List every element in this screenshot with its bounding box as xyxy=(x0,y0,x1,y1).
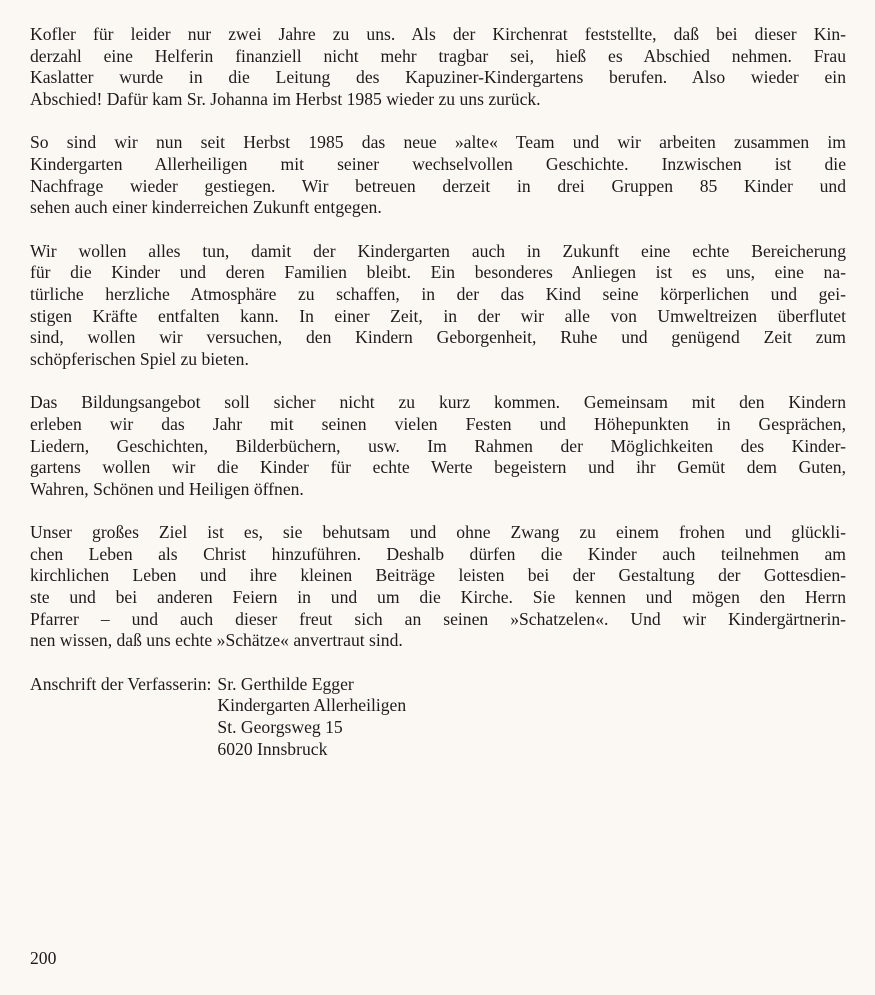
text-line: chen Leben als Christ hinzuführen. Deshalb dürfen die Kinder auch teilnehmen am xyxy=(30,543,846,564)
text-line: Wir wollen alles tun, damit der Kindergarten auch in Zukunft eine echte Bereicherung xyxy=(30,240,846,261)
text-line: Kindergarten Allerheiligen mit seiner wechselvollen Geschichte. Inzwischen ist die xyxy=(30,153,846,174)
text-line: sehen auch einer kinderreichen Zukunft entgegen. xyxy=(30,197,382,218)
address-institution: Kindergarten Allerheiligen xyxy=(217,695,407,716)
document-body xyxy=(30,24,846,760)
paragraph-2 xyxy=(30,132,846,218)
paragraph-4 xyxy=(30,392,846,500)
address-name: Sr. Gerthilde Egger xyxy=(217,673,354,694)
text-line: gartens wollen wir die Kinder für echte Werte begeistern und ihr Gemüt dem Guten, xyxy=(30,457,846,478)
text-line: So sind wir nun seit Herbst 1985 das neue »alte« Team und wir arbeiten zusammen im xyxy=(30,132,846,153)
text-line: ste und bei anderen Feiern in und um die Kirche. Sie kennen und mögen den Herrn xyxy=(30,587,846,608)
text-line: Das Bildungsangebot soll sicher nicht zu kurz kommen. Gemeinsam mit den Kindern xyxy=(30,392,846,413)
text-line: stigen Kräfte entfalten kann. In einer Zeit, in der wir alle von Umweltreizen überflutet xyxy=(30,305,846,326)
text-line: Kofler für leider nur zwei Jahre zu uns. Als der Kirchenrat feststellte, daß bei dieser Kin- xyxy=(30,24,846,44)
text-line: Liedern, Geschichten, Bilderbüchern, usw. Im Rahmen der Möglichkeiten des Kinder- xyxy=(30,435,846,456)
address-lines xyxy=(217,674,406,760)
paragraph-1 xyxy=(30,24,846,110)
text-line: Nachfrage wieder gestiegen. Wir betreuen derzeit in drei Gruppen 85 Kinder und xyxy=(30,175,846,196)
text-line: Pfarrer – und auch dieser freut sich an seinen »Schatzelen«. Und wir Kindergärtnerin- xyxy=(30,608,846,629)
text-line: für die Kinder und deren Familien bleibt. Ein besonderes Anliegen ist es uns, eine na- xyxy=(30,262,846,283)
text-line: nen wissen, daß uns echte »Schätze« anvertraut sind. xyxy=(30,630,403,651)
text-line: Unser großes Ziel ist es, sie behutsam und ohne Zwang zu einem frohen und glückli- xyxy=(30,522,846,543)
text-line: türliche herzliche Atmosphäre zu schaffen, in der das Kind seine körperlichen und gei- xyxy=(30,283,846,304)
text-line: sind, wollen wir versuchen, den Kindern Geborgenheit, Ruhe und genügend Zeit zum xyxy=(30,327,846,348)
text-line: Kaslatter wurde in die Leitung des Kapuziner-Kindergartens berufen. Also wieder ein xyxy=(30,67,846,88)
address-street: St. Georgsweg 15 xyxy=(217,717,343,738)
paragraph-3 xyxy=(30,241,846,371)
text-line: erleben wir das Jahr mit seinen vielen Festen und Höhepunkten in Gesprächen, xyxy=(30,413,846,434)
text-line: Wahren, Schönen und Heiligen öffnen. xyxy=(30,478,304,499)
text-line: derzahl eine Helferin finanziell nicht mehr tragbar sei, hieß es Abschied nehmen. Frau xyxy=(30,45,846,66)
address-label: Anschrift der Verfasserin: xyxy=(30,673,212,694)
text-line: schöpferischen Spiel zu bieten. xyxy=(30,348,249,369)
paragraph-5 xyxy=(30,522,846,652)
text-line: kirchlichen Leben und ihre kleinen Beiträge leisten bei der Gestaltung der Gottesdien- xyxy=(30,565,846,586)
text-line: Abschied! Dafür kam Sr. Johanna im Herbst 1985 wieder zu uns zurück. xyxy=(30,88,541,109)
address-city: 6020 Innsbruck xyxy=(217,738,328,759)
page-number: 200 xyxy=(30,948,57,968)
author-address xyxy=(30,674,846,760)
